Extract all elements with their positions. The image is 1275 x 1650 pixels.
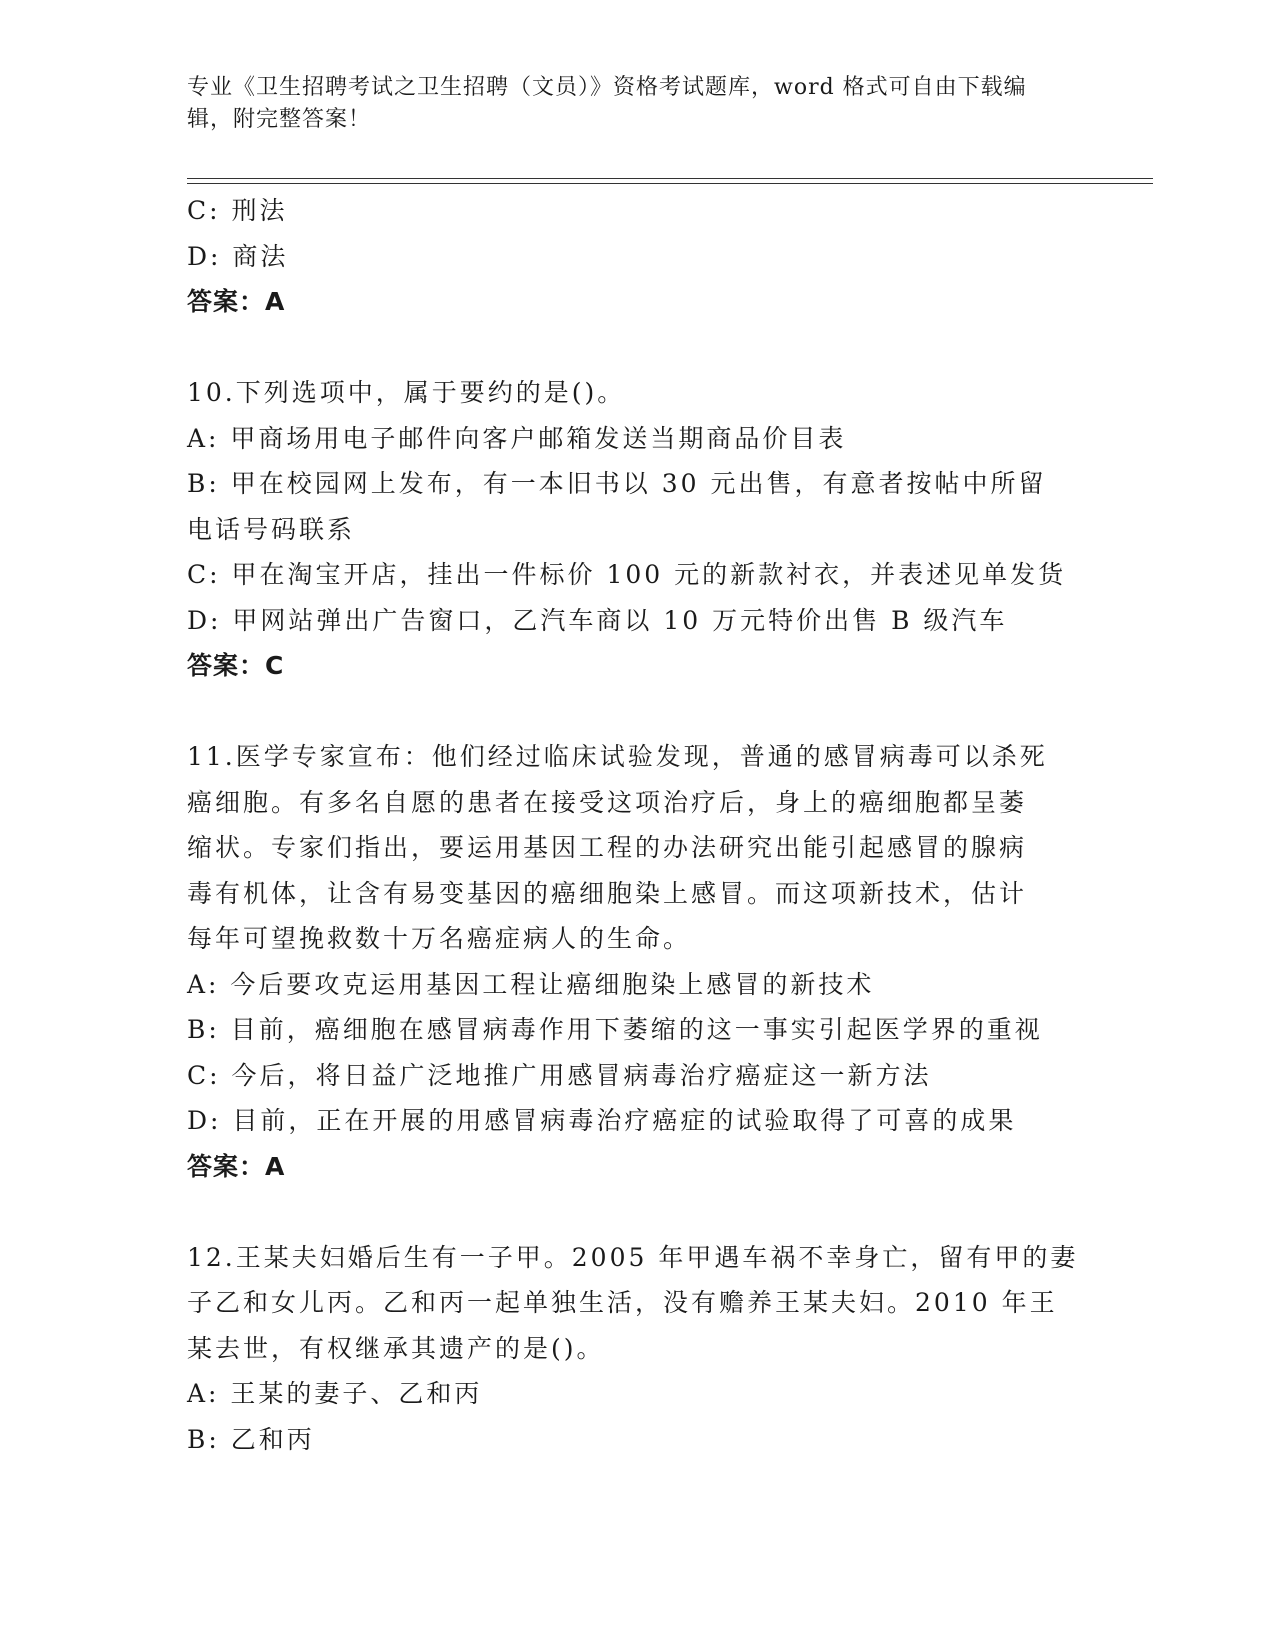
spacer — [187, 1189, 1087, 1235]
header-rule-bottom — [187, 183, 1153, 184]
answer: 答案：C — [187, 651, 285, 680]
option-d: D: 目前，正在开展的用感冒病毒治疗癌症的试验取得了可喜的成果 — [187, 1106, 1017, 1135]
option-b-continued: 电话号码联系 — [187, 514, 356, 544]
question-stem-line-2: 癌细胞。有多名自愿的患者在接受这项治疗后，身上的癌细胞都呈萎 — [187, 787, 1028, 817]
document-body — [187, 188, 1087, 1462]
option-c: C: 今后，将日益广泛地推广用感冒病毒治疗癌症这一新方法 — [187, 1060, 932, 1090]
question-9-tail — [187, 188, 1087, 325]
question-10 — [187, 370, 1087, 689]
question-stem-line-3: 缩状。专家们指出，要运用基因工程的办法研究出能引起感冒的腺病 — [187, 833, 1028, 862]
question-stem-line-5: 每年可望挽救数十万名癌症病人的生命。 — [187, 924, 692, 953]
answer: 答案：A — [187, 287, 286, 316]
document-header: 专业《卫生招聘考试之卫生招聘（文员）》资格考试题库，word 格式可自由下载编辑，附完整答案！ — [187, 75, 1027, 132]
option-b: B: 乙和丙 — [187, 1424, 315, 1454]
option-b: B: 目前，癌细胞在感冒病毒作用下萎缩的这一事实引起医学界的重视 — [187, 1015, 1043, 1044]
question-stem: 12.王某夫妇婚后生有一子甲。2005 年甲遇车祸不幸身亡，留有甲的妻 — [187, 1242, 1079, 1272]
option-c: C: 刑法 — [187, 196, 288, 225]
question-stem: 11.医学专家宣布：他们经过临床试验发现，普通的感冒病毒可以杀死 — [187, 742, 1048, 771]
option-d: D: 商法 — [187, 241, 289, 271]
option-a: A: 今后要攻克运用基因工程让癌细胞染上感冒的新技术 — [187, 969, 875, 999]
option-d: D: 甲网站弹出广告窗口，乙汽车商以 10 万元特价出售 B 级汽车 — [187, 605, 1008, 635]
question-stem-line-2: 子乙和女儿丙。乙和丙一起单独生活，没有赡养王某夫妇。2010 年王 — [187, 1288, 1058, 1317]
header-rule-top — [187, 178, 1153, 179]
question-stem-line-4: 毒有机体，让含有易变基因的癌细胞染上感冒。而这项新技术，估计 — [187, 878, 1028, 908]
spacer — [187, 689, 1087, 735]
question-stem-line-3: 某去世，有权继承其遗产的是()。 — [187, 1333, 605, 1363]
option-c: C: 甲在淘宝开店，挂出一件标价 100 元的新款衬衣，并表述见单发货 — [187, 560, 1067, 589]
option-a: A: 王某的妻子、乙和丙 — [187, 1379, 483, 1408]
question-stem: 10.下列选项中，属于要约的是()。 — [187, 378, 626, 407]
question-12 — [187, 1235, 1087, 1463]
option-b: B: 甲在校园网上发布，有一本旧书以 30 元出售，有意者按帖中所留 — [187, 469, 1047, 498]
spacer — [187, 325, 1087, 371]
question-11 — [187, 734, 1087, 1189]
option-a: A: 甲商场用电子邮件向客户邮箱发送当期商品价目表 — [187, 423, 847, 453]
answer: 答案：A — [187, 1151, 286, 1181]
